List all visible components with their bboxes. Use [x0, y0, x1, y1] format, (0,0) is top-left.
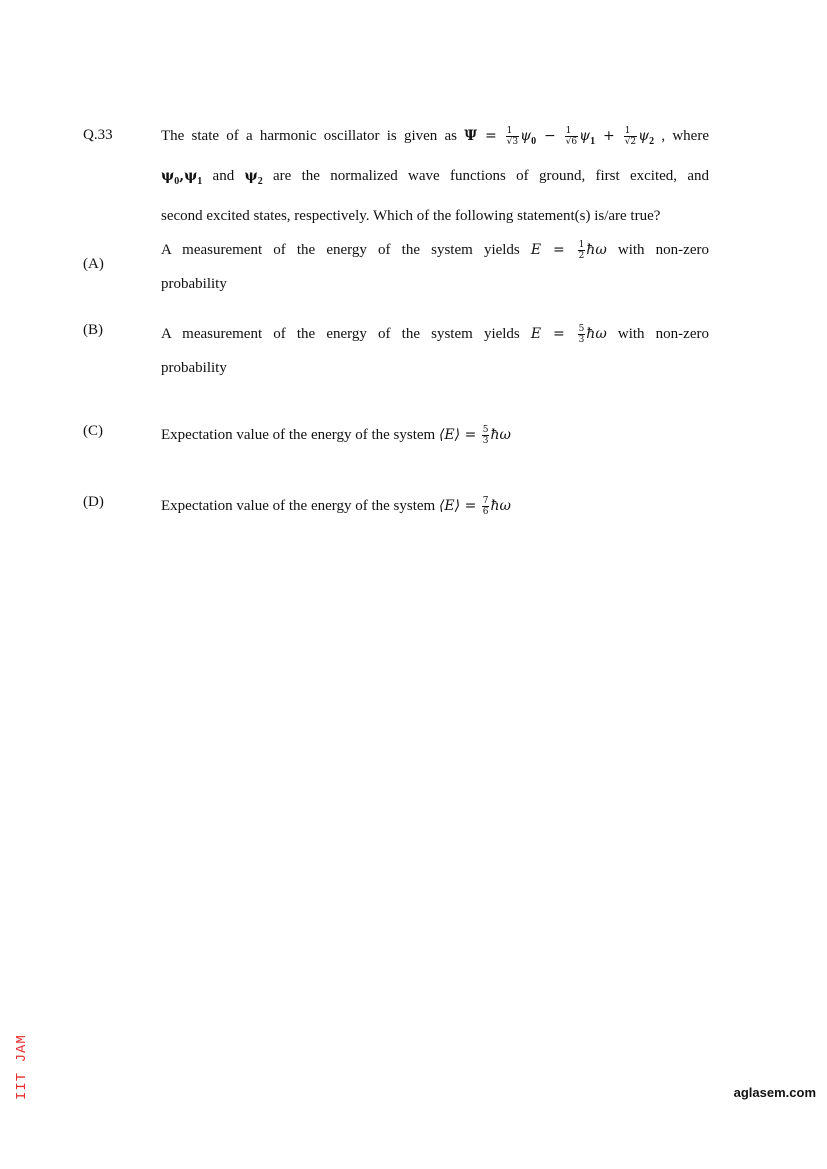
- option-a-label: (A): [83, 256, 104, 272]
- denominator: 2: [578, 251, 585, 262]
- text: probability: [161, 360, 227, 376]
- subscript: 1: [197, 176, 203, 187]
- denominator: 6: [482, 507, 489, 518]
- math-lhs: ⟨E⟩ =: [438, 498, 481, 514]
- subscript: 2: [257, 176, 263, 187]
- text: Expectation value of the energy of the system: [161, 427, 439, 443]
- numerator: 5: [578, 324, 585, 335]
- subscript: 0: [174, 176, 180, 187]
- fraction: [565, 126, 578, 147]
- text: probability: [161, 276, 227, 292]
- text: and: [202, 168, 245, 184]
- numerator: 1: [624, 126, 637, 137]
- denominator: √2: [624, 137, 637, 148]
- option-a-text: [161, 233, 709, 301]
- question-line-2: $\psi_0,\psi_1$ and $\psi_2$ are the normalized wave functions of ground, first excited, and: [161, 168, 709, 187]
- option-c-text: [161, 418, 709, 452]
- fraction: [506, 126, 519, 147]
- denominator: √6: [565, 137, 578, 148]
- text: The state of a harmonic oscillator is given as: [161, 128, 465, 144]
- subscript: 0: [531, 136, 537, 147]
- option-b-text: [161, 317, 709, 385]
- question-line-1: [161, 119, 709, 159]
- psi: ψ: [244, 168, 258, 184]
- psi-symbol: Ψ: [464, 128, 478, 144]
- denominator: 3: [482, 436, 489, 447]
- subscript: 2: [649, 136, 655, 147]
- denominator: 3: [578, 335, 585, 346]
- fraction: [578, 324, 586, 345]
- fraction: [578, 240, 586, 261]
- numerator: 7: [482, 496, 489, 507]
- math-rhs: ħω: [586, 242, 607, 258]
- denominator: √3: [506, 137, 519, 148]
- numerator: 1: [578, 240, 585, 251]
- question-number: Q.33: [83, 127, 113, 143]
- math-lhs: ⟨E⟩ =: [438, 427, 481, 443]
- subscript: 1: [590, 136, 596, 147]
- psi: ψ: [184, 168, 198, 184]
- text: Expectation value of the energy of the system: [161, 498, 439, 514]
- math-rhs: ħω: [490, 427, 511, 443]
- option-c-label: (C): [83, 423, 103, 439]
- numerator: 1: [565, 126, 578, 137]
- text: , where: [654, 128, 709, 144]
- text: A measurement of the energy of the system yields: [161, 326, 531, 342]
- math-rhs: ħω: [490, 498, 511, 514]
- sign: +: [595, 128, 623, 144]
- site-name: aglasem.com: [733, 1085, 816, 1100]
- question-text: [161, 119, 709, 233]
- psi: ψ: [161, 168, 175, 184]
- fraction: [624, 126, 637, 147]
- math-lhs: E =: [530, 242, 577, 258]
- option-d-label: (D): [83, 494, 104, 510]
- numerator: 5: [482, 425, 489, 436]
- text: are the normalized wave functions of ground, first excited, and: [262, 168, 709, 184]
- sign: −: [536, 128, 564, 144]
- psi: ψ: [638, 128, 650, 144]
- equals: =: [477, 128, 505, 144]
- text: with non-zero: [606, 326, 709, 342]
- fraction: [482, 496, 490, 517]
- psi: ψ: [520, 128, 532, 144]
- text: A measurement of the energy of the system yields: [161, 242, 531, 258]
- watermark: IIT JAM: [14, 1034, 30, 1100]
- math-lhs: E =: [530, 326, 577, 342]
- option-d-text: [161, 489, 709, 523]
- numerator: 1: [506, 126, 519, 137]
- question-line-3: second excited states, respectively. Which of the following statement(s) is/are true?: [161, 208, 661, 224]
- math-rhs: ħω: [586, 326, 607, 342]
- fraction: [482, 425, 490, 446]
- text: with non-zero: [606, 242, 709, 258]
- psi: ψ: [579, 128, 591, 144]
- option-b-label: (B): [83, 322, 103, 338]
